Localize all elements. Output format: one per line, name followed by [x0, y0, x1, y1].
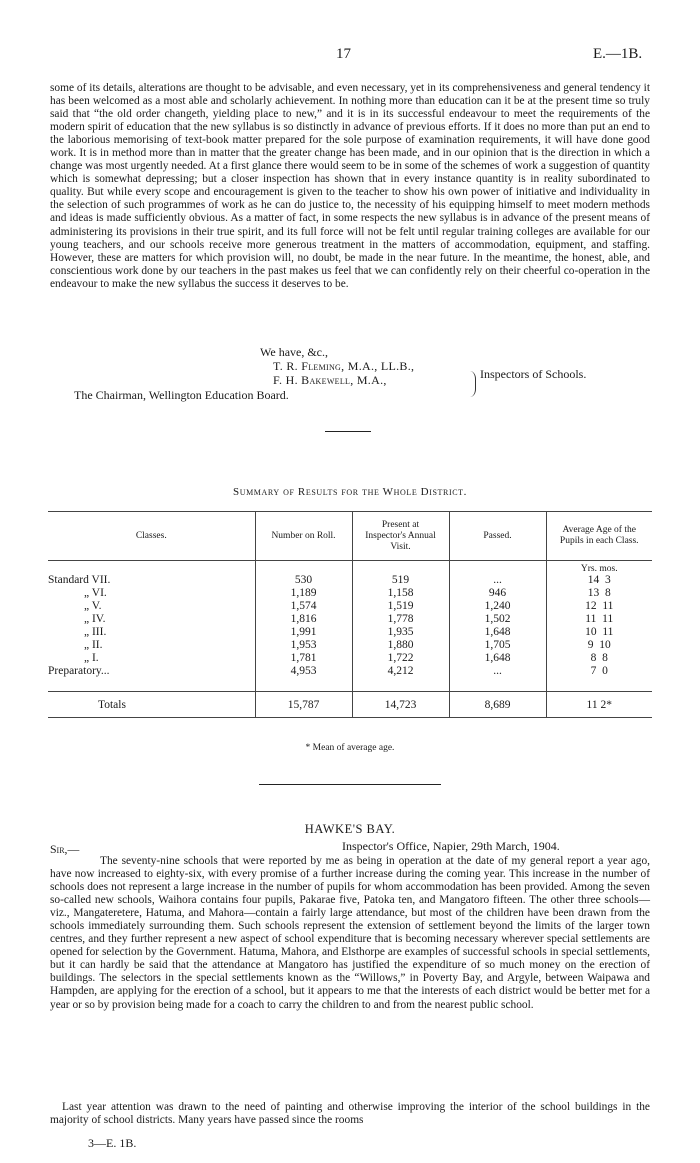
present-value: 1,158: [352, 587, 449, 600]
totals-present: 14,723: [352, 692, 449, 718]
totals-row: [48, 692, 652, 718]
summary-results-table: [48, 511, 652, 718]
class-label: „ V.: [84, 600, 102, 612]
totals-label: Totals: [48, 692, 255, 718]
table-row: [48, 626, 652, 639]
printer-signature-mark: 3—E. 1B.: [88, 1136, 137, 1150]
age-value: 9 10: [546, 639, 652, 652]
totals-passed: 8,689: [449, 692, 546, 718]
section-title: HAWKE'S BAY.: [304, 822, 396, 836]
signature-closing: We have, &c.,: [260, 345, 329, 359]
present-value: 4,212: [352, 665, 449, 678]
class-label: „ VI.: [84, 587, 107, 599]
header-number-on-roll: Number on Roll.: [255, 512, 352, 561]
present-value: 1,880: [352, 639, 449, 652]
header-classes: Classes.: [48, 512, 255, 561]
present-value: 1,935: [352, 626, 449, 639]
table-row: [48, 613, 652, 626]
class-label: „ IV.: [84, 613, 106, 625]
document-reference: E.—1B.: [593, 46, 643, 62]
age-value: 11 11: [546, 613, 652, 626]
table-row: [48, 665, 652, 678]
passed-value: 946: [449, 587, 546, 600]
table-header-row: [48, 512, 652, 561]
header-passed: Passed.: [449, 512, 546, 561]
age-value: 12 11: [546, 600, 652, 613]
present-value: 1,519: [352, 600, 449, 613]
passed-value: 1,502: [449, 613, 546, 626]
table-row: [48, 574, 652, 587]
header-average-age: Average Age of the Pupils in each Class.: [546, 512, 652, 561]
roll-value: 1,189: [255, 587, 352, 600]
signatory-fleming: T. R. Fleming, M.A., LL.B.,: [273, 359, 415, 373]
summary-table-title: Summary of Results for the Whole District.: [233, 486, 467, 498]
table-row: [48, 652, 652, 665]
signatory-role: Inspectors of Schools.: [480, 367, 587, 381]
class-label: Standard VII.: [48, 574, 111, 586]
passed-value: 1,648: [449, 626, 546, 639]
office-dateline: Inspector's Office, Napier, 29th March, 1904.: [342, 839, 560, 853]
class-label: „ I.: [84, 652, 99, 664]
letter-paragraph: some of its details, alterations are thought to be advisable, and even necessary, yet in its comprehensiveness and general tendency it has been welcomed as a most able and scholarly achievement. In nothing more than education can it be at the present time so truly said that “the old order changeth, yielding place to new,” and it is in its successful endeavour to meet the requirements of the modern spirit of education that the new syllabus is so distinctly in advance of previous efforts. If it does no more than put an end to the laborious memorising of text-book matter prepared for the sole purpose of examination requirements, it will have done good work. It is in method more than in matter that the greater change has been made, and in our opinion that is the direction in which a change was most urgently needed. At a first glance there would seem to be in some of the schemes of work a suggestion of quantity which is somewhat depressing; but a closer inspection has shown that in every instance quantity is in reality subordinated to quality. But while every scope and encouragement is given to the teacher to show his own power of initiative and individuality in the selection of such programmes of work as he can do justice to, the necessity of his equipping himself to meet modern methods and ideas is made sufficiently obvious. As a matter of fact, in some respects the new syllabus is in advance of the present means of administering its provisions in their true spirit, and its full force will not be felt until regular training colleges are available for our young teachers, and our schools receive more generous treatment in the matters of accommodation, equipment, and staffing. However, these are matters for which provision will, no doubt, be made in the near future. In the meantime, the honest, able, and conscientious work done by our teachers in the past makes us feel that we can confidently rely on their cheerful co-operation in the endeavour to make the new syllabus the success it deserves to be.: [50, 82, 650, 290]
age-value: 13 8: [546, 587, 652, 600]
totals-age: 11 2*: [546, 692, 652, 718]
header-present: Present at Inspector's Annual Visit.: [352, 512, 449, 561]
age-units-label: Yrs. mos.: [546, 561, 652, 575]
report-paragraph: Last year attention was drawn to the need of painting and otherwise improving the interior of the school buildings in the majority of school districts. Many years have passed since the rooms: [50, 1101, 650, 1127]
passed-value: 1,648: [449, 652, 546, 665]
age-value: 14 3: [546, 574, 652, 587]
signatory-bakewell: F. H. Bakewell, M.A.,: [273, 373, 387, 387]
roll-value: 4,953: [255, 665, 352, 678]
present-value: 519: [352, 574, 449, 587]
letter-addressee: The Chairman, Wellington Education Board.: [74, 388, 289, 402]
present-value: 1,722: [352, 652, 449, 665]
age-value: 7 0: [546, 665, 652, 678]
present-value: 1,778: [352, 613, 449, 626]
passed-value: 1,705: [449, 639, 546, 652]
section-divider: [259, 784, 441, 785]
passed-value: ...: [449, 574, 546, 587]
report-paragraph: The seventy-nine schools that were reported by me as being in operation at the date of my general report a year ago, have now increased to eighty-six, with every promise of a further increase during the coming year. This increase in the number of schools does not represent a large increase in the number of pupils for whom accommodation has been provided. Among the seven so-called new schools, Waihora contains four pupils, Pakarae five, Patoka ten, and Mangatoro fifteen. The other three schools—viz., Mangateretere, Hatuma, and Mahora—contain a fairly large attendance, but most of the children have been drawn from the schools immediately surrounding them. Such schools represent the extension of settlement beyond the limits of the larger town centres, and they further represent a new aspect of school expenditure that is becoming necessary wherever special settlements are opened for selection by the Government. Hatuma, Mahora, and Elsthorpe are examples of successful schools in special settlements, but it can hardly be said that the attendance at Mangatoro has justified the expenditure of so much money on the erection of buildings. The selectors in the special settlements known as the “Willows,” in Poverty Bay, and Argyle, between Waipawa and Hampden, are applying for the erection of a school, but it appears to me that the interests of each district would be better met for a year or so by provision being made for a coach to carry the children to and from the nearest public school.: [50, 855, 650, 1011]
roll-value: 1,574: [255, 600, 352, 613]
table-row: [48, 587, 652, 600]
class-label: Preparatory...: [48, 665, 110, 677]
roll-value: 530: [255, 574, 352, 587]
age-value: 10 11: [546, 626, 652, 639]
roll-value: 1,816: [255, 613, 352, 626]
age-value: 8 8: [546, 652, 652, 665]
roll-value: 1,953: [255, 639, 352, 652]
salutation: Sir,—: [50, 842, 80, 856]
table-footnote: * Mean of average age.: [305, 743, 395, 753]
table-row: [48, 561, 652, 575]
table-row: [48, 639, 652, 652]
passed-value: ...: [449, 665, 546, 678]
totals-roll: 15,787: [255, 692, 352, 718]
table-row: [48, 600, 652, 613]
roll-value: 1,781: [255, 652, 352, 665]
class-label: „ II.: [84, 639, 103, 651]
roll-value: 1,991: [255, 626, 352, 639]
class-label: „ III.: [84, 626, 107, 638]
section-divider: [325, 431, 371, 432]
passed-value: 1,240: [449, 600, 546, 613]
signature-brace: [469, 371, 476, 397]
page-number: 17: [336, 46, 351, 62]
